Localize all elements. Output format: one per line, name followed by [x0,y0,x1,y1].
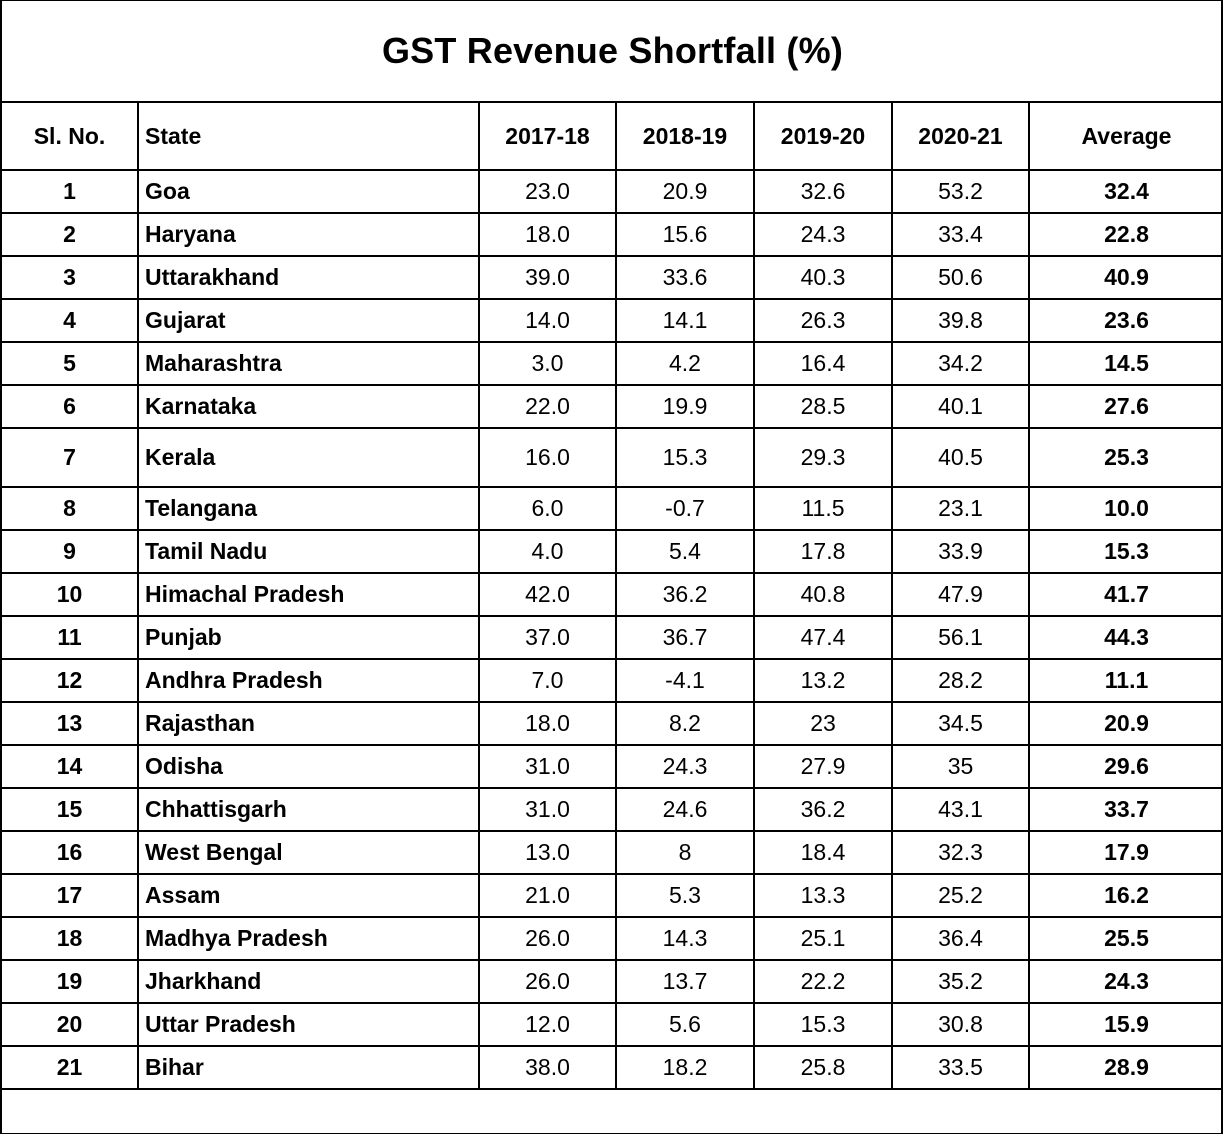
value-2018-19-cell: 18.2 [616,1046,754,1089]
sl-no-cell: 18 [2,917,138,960]
average-cell: 14.5 [1029,342,1223,385]
state-cell: Assam [138,874,479,917]
value-2017-18-cell: 13.0 [479,831,616,874]
state-cell: Goa [138,170,479,213]
value-2018-19-cell: -4.1 [616,659,754,702]
sl-no-cell: 21 [2,1046,138,1089]
value-2018-19-cell: 4.2 [616,342,754,385]
sl-no-cell: 11 [2,616,138,659]
value-2018-19-cell: 24.3 [616,745,754,788]
sl-no-cell: 1 [2,170,138,213]
table-row [2,1003,1223,1046]
value-2019-20-cell: 27.9 [754,745,892,788]
value-2019-20-cell: 11.5 [754,487,892,530]
state-cell: Chhattisgarh [138,788,479,831]
value-2020-21-cell: 40.5 [892,428,1029,487]
average-cell: 16.2 [1029,874,1223,917]
value-2019-20-cell: 17.8 [754,530,892,573]
value-2018-19-cell: 24.6 [616,788,754,831]
value-2017-18-cell: 6.0 [479,487,616,530]
average-cell: 20.9 [1029,702,1223,745]
average-cell: 40.9 [1029,256,1223,299]
value-2019-20-cell: 28.5 [754,385,892,428]
value-2019-20-cell: 16.4 [754,342,892,385]
value-2020-21-cell: 33.5 [892,1046,1029,1089]
value-2019-20-cell: 23 [754,702,892,745]
header-row [2,102,1223,170]
value-2020-21-cell: 32.3 [892,831,1029,874]
value-2017-18-cell: 23.0 [479,170,616,213]
value-2018-19-cell: 20.9 [616,170,754,213]
table-row [2,573,1223,616]
state-cell: Maharashtra [138,342,479,385]
value-2017-18-cell: 4.0 [479,530,616,573]
average-cell: 28.9 [1029,1046,1223,1089]
sl-no-cell: 8 [2,487,138,530]
value-2020-21-cell: 23.1 [892,487,1029,530]
sl-no-cell: 4 [2,299,138,342]
average-cell: 25.3 [1029,428,1223,487]
header-2019-20: 2019-20 [754,102,892,170]
table-title: GST Revenue Shortfall (%) [381,29,844,71]
value-2019-20-cell: 13.2 [754,659,892,702]
value-2017-18-cell: 37.0 [479,616,616,659]
average-cell: 23.6 [1029,299,1223,342]
value-2018-19-cell: 19.9 [616,385,754,428]
value-2020-21-cell: 33.9 [892,530,1029,573]
value-2018-19-cell: 5.3 [616,874,754,917]
state-cell: Madhya Pradesh [138,917,479,960]
value-2017-18-cell: 16.0 [479,428,616,487]
value-2017-18-cell: 14.0 [479,299,616,342]
table-row [2,385,1223,428]
value-2020-21-cell: 39.8 [892,299,1029,342]
state-cell: Uttar Pradesh [138,1003,479,1046]
header-state: State [138,102,479,170]
table-row [2,659,1223,702]
sl-no-cell: 3 [2,256,138,299]
value-2020-21-cell: 34.5 [892,702,1029,745]
sl-no-cell: 2 [2,213,138,256]
average-cell: 15.3 [1029,530,1223,573]
value-2020-21-cell: 47.9 [892,573,1029,616]
value-2018-19-cell: 15.6 [616,213,754,256]
value-2020-21-cell: 30.8 [892,1003,1029,1046]
table-row [2,487,1223,530]
table-row [2,831,1223,874]
table-row [2,702,1223,745]
value-2018-19-cell: 13.7 [616,960,754,1003]
table-row [2,917,1223,960]
header-average: Average [1029,102,1223,170]
value-2019-20-cell: 25.1 [754,917,892,960]
state-cell: Haryana [138,213,479,256]
value-2020-21-cell: 56.1 [892,616,1029,659]
value-2020-21-cell: 25.2 [892,874,1029,917]
value-2019-20-cell: 25.8 [754,1046,892,1089]
sl-no-cell: 12 [2,659,138,702]
value-2019-20-cell: 13.3 [754,874,892,917]
average-cell: 44.3 [1029,616,1223,659]
state-cell: Tamil Nadu [138,530,479,573]
average-cell: 27.6 [1029,385,1223,428]
value-2017-18-cell: 26.0 [479,917,616,960]
value-2017-18-cell: 42.0 [479,573,616,616]
average-cell: 11.1 [1029,659,1223,702]
value-2017-18-cell: 31.0 [479,745,616,788]
table-row [2,1046,1223,1089]
sl-no-cell: 19 [2,960,138,1003]
state-cell: Uttarakhand [138,256,479,299]
state-cell: Punjab [138,616,479,659]
value-2017-18-cell: 21.0 [479,874,616,917]
table-row [2,256,1223,299]
state-cell: Bihar [138,1046,479,1089]
value-2017-18-cell: 18.0 [479,213,616,256]
table-row [2,428,1223,487]
average-cell: 29.6 [1029,745,1223,788]
gst-shortfall-table [2,101,1223,1090]
value-2017-18-cell: 22.0 [479,385,616,428]
sl-no-cell: 16 [2,831,138,874]
average-cell: 32.4 [1029,170,1223,213]
state-cell: Gujarat [138,299,479,342]
sl-no-cell: 6 [2,385,138,428]
sl-no-cell: 7 [2,428,138,487]
average-cell: 24.3 [1029,960,1223,1003]
value-2019-20-cell: 40.3 [754,256,892,299]
value-2018-19-cell: 5.6 [616,1003,754,1046]
value-2018-19-cell: 15.3 [616,428,754,487]
value-2019-20-cell: 24.3 [754,213,892,256]
state-cell: Telangana [138,487,479,530]
average-cell: 10.0 [1029,487,1223,530]
value-2018-19-cell: -0.7 [616,487,754,530]
state-cell: Himachal Pradesh [138,573,479,616]
header-2018-19: 2018-19 [616,102,754,170]
sl-no-cell: 14 [2,745,138,788]
table-row [2,616,1223,659]
value-2018-19-cell: 14.1 [616,299,754,342]
sl-no-cell: 5 [2,342,138,385]
state-cell: Odisha [138,745,479,788]
table-row [2,745,1223,788]
value-2020-21-cell: 35 [892,745,1029,788]
state-cell: Rajasthan [138,702,479,745]
state-cell: Jharkhand [138,960,479,1003]
header-2020-21: 2020-21 [892,102,1029,170]
value-2017-18-cell: 18.0 [479,702,616,745]
sl-no-cell: 20 [2,1003,138,1046]
value-2019-20-cell: 29.3 [754,428,892,487]
value-2017-18-cell: 31.0 [479,788,616,831]
table-row [2,874,1223,917]
sl-no-cell: 17 [2,874,138,917]
value-2019-20-cell: 36.2 [754,788,892,831]
average-cell: 15.9 [1029,1003,1223,1046]
average-cell: 41.7 [1029,573,1223,616]
table-row [2,530,1223,573]
sl-no-cell: 10 [2,573,138,616]
table-row [2,342,1223,385]
value-2017-18-cell: 38.0 [479,1046,616,1089]
sl-no-cell: 13 [2,702,138,745]
value-2019-20-cell: 15.3 [754,1003,892,1046]
value-2019-20-cell: 40.8 [754,573,892,616]
value-2018-19-cell: 36.2 [616,573,754,616]
value-2017-18-cell: 26.0 [479,960,616,1003]
state-cell: Karnataka [138,385,479,428]
value-2020-21-cell: 53.2 [892,170,1029,213]
average-cell: 22.8 [1029,213,1223,256]
value-2018-19-cell: 8.2 [616,702,754,745]
average-cell: 17.9 [1029,831,1223,874]
value-2020-21-cell: 40.1 [892,385,1029,428]
value-2017-18-cell: 7.0 [479,659,616,702]
value-2019-20-cell: 32.6 [754,170,892,213]
sl-no-cell: 9 [2,530,138,573]
value-2020-21-cell: 50.6 [892,256,1029,299]
value-2017-18-cell: 3.0 [479,342,616,385]
value-2019-20-cell: 18.4 [754,831,892,874]
value-2017-18-cell: 39.0 [479,256,616,299]
average-cell: 33.7 [1029,788,1223,831]
value-2019-20-cell: 22.2 [754,960,892,1003]
table-row [2,299,1223,342]
value-2020-21-cell: 28.2 [892,659,1029,702]
value-2020-21-cell: 36.4 [892,917,1029,960]
table-row [2,960,1223,1003]
value-2020-21-cell: 33.4 [892,213,1029,256]
value-2020-21-cell: 35.2 [892,960,1029,1003]
value-2020-21-cell: 43.1 [892,788,1029,831]
table-row [2,213,1223,256]
table-row [2,788,1223,831]
value-2020-21-cell: 34.2 [892,342,1029,385]
state-cell: Andhra Pradesh [138,659,479,702]
header-2017-18: 2017-18 [479,102,616,170]
state-cell: Kerala [138,428,479,487]
value-2019-20-cell: 47.4 [754,616,892,659]
value-2018-19-cell: 8 [616,831,754,874]
average-cell: 25.5 [1029,917,1223,960]
value-2019-20-cell: 26.3 [754,299,892,342]
header-sl-no: Sl. No. [2,102,138,170]
value-2018-19-cell: 5.4 [616,530,754,573]
value-2018-19-cell: 33.6 [616,256,754,299]
value-2018-19-cell: 14.3 [616,917,754,960]
value-2017-18-cell: 12.0 [479,1003,616,1046]
value-2018-19-cell: 36.7 [616,616,754,659]
table-row [2,170,1223,213]
state-cell: West Bengal [138,831,479,874]
sl-no-cell: 15 [2,788,138,831]
